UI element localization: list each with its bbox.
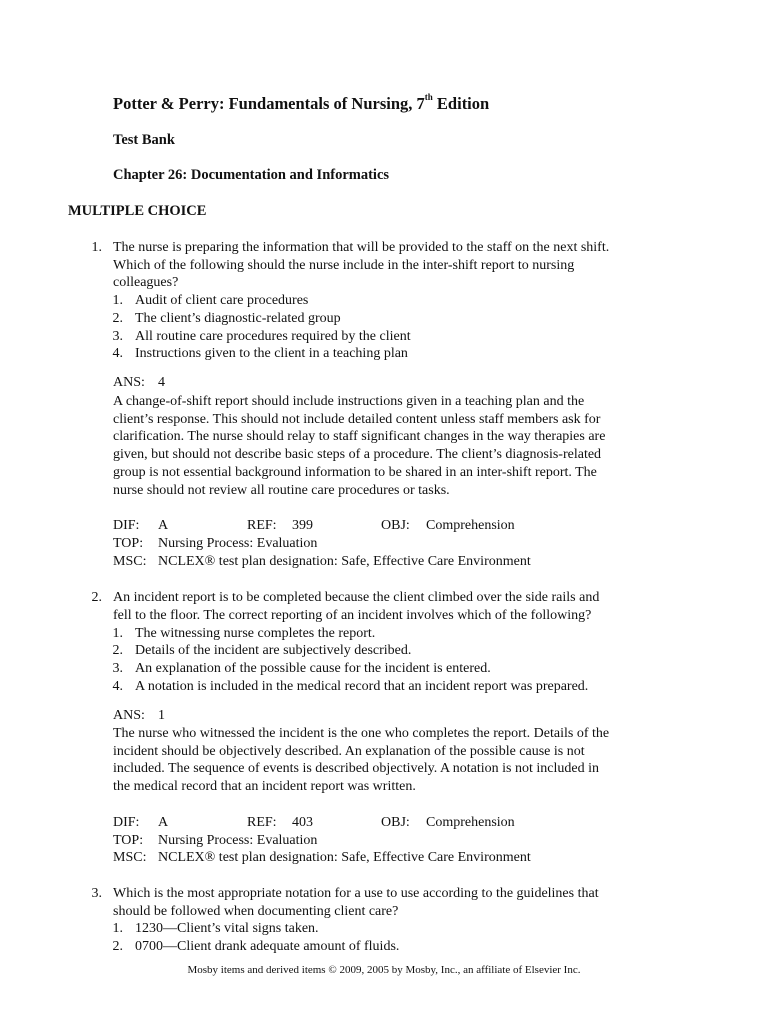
dif-value: A bbox=[158, 815, 169, 830]
obj-label: OBJ: bbox=[381, 518, 410, 533]
dif-value: A bbox=[158, 518, 169, 533]
option-text: Instructions given to the client in a teaching plan bbox=[135, 346, 408, 361]
rationale-line: incident should be objectively described. An explanation of the possible cause is not bbox=[113, 744, 585, 759]
obj-value: Comprehension bbox=[426, 518, 515, 533]
answer-label: ANS: bbox=[113, 375, 145, 390]
question-stem-line: Which is the most appropriate notation for a use to use according to the guidelines that bbox=[113, 886, 599, 901]
option-text: 0700—Client drank adequate amount of fluids. bbox=[135, 939, 400, 954]
option-text: 1230—Client’s vital signs taken. bbox=[135, 921, 319, 936]
option-text: Audit of client care procedures bbox=[135, 293, 309, 308]
chapter-title: Chapter 26: Documentation and Informatics bbox=[113, 167, 390, 183]
rationale-line: clarification. The nurse should relay to staff significant changes in the way therapies are bbox=[113, 429, 606, 444]
option-number: 2. bbox=[112, 311, 123, 326]
book-title-edition: Edition bbox=[432, 94, 490, 113]
dif-label: DIF: bbox=[113, 518, 140, 533]
answer-label: ANS: bbox=[113, 708, 145, 723]
msc-label: MSC: bbox=[113, 554, 147, 569]
option-number: 1. bbox=[112, 921, 123, 936]
top-label: TOP: bbox=[113, 833, 144, 848]
ref-label: REF: bbox=[247, 518, 277, 533]
option-text: The client’s diagnostic-related group bbox=[135, 311, 341, 326]
question-stem-line: should be followed when documenting client care? bbox=[113, 904, 399, 919]
answer-value: 4 bbox=[158, 375, 165, 390]
option-number: 3. bbox=[112, 329, 123, 344]
top-value: Nursing Process: Evaluation bbox=[158, 833, 318, 848]
top-value: Nursing Process: Evaluation bbox=[158, 536, 318, 551]
msc-label: MSC: bbox=[113, 850, 147, 865]
rationale-line: nurse should not review all routine care procedures or tasks. bbox=[113, 483, 450, 498]
section-heading: MULTIPLE CHOICE bbox=[68, 203, 207, 219]
obj-label: OBJ: bbox=[381, 815, 410, 830]
question-stem-line: Which of the following should the nurse include in the inter-shift report to nursing bbox=[113, 258, 575, 273]
rationale-line: the medical record that an incident report was written. bbox=[113, 779, 416, 794]
book-title-main: Potter & Perry: Fundamentals of Nursing, 7 bbox=[113, 94, 425, 113]
question-number: 1. bbox=[91, 240, 102, 255]
rationale-line: The nurse who witnessed the incident is the one who completes the report. Details of the bbox=[113, 726, 610, 741]
question-stem-line: An incident report is to be completed because the client climbed over the side rails and bbox=[113, 590, 600, 605]
option-number: 2. bbox=[112, 643, 123, 658]
rationale-line: A change-of-shift report should include instructions given in a teaching plan and the bbox=[113, 394, 585, 409]
answer-value: 1 bbox=[158, 708, 165, 723]
option-number: 1. bbox=[112, 293, 123, 308]
ref-value: 399 bbox=[292, 518, 313, 533]
option-number: 4. bbox=[112, 679, 123, 694]
copyright-footer: Mosby items and derived items © 2009, 2005 by Mosby, Inc., an affiliate of Elsevier Inc. bbox=[187, 964, 581, 976]
option-text: Details of the incident are subjectively described. bbox=[135, 643, 412, 658]
question-stem-line: fell to the floor. The correct reporting of an incident involves which of the following? bbox=[113, 608, 592, 623]
option-number: 4. bbox=[112, 346, 123, 361]
option-number: 3. bbox=[112, 661, 123, 676]
rationale-line: given, but should not describe basic steps of a procedure. The client’s diagnosis-related bbox=[113, 447, 602, 462]
question-stem-line: The nurse is preparing the information that will be provided to the staff on the next shift. bbox=[113, 240, 610, 255]
book-title bbox=[113, 94, 489, 114]
rationale-line: group is not essential background information to be shared in an inter-shift report. The bbox=[113, 465, 597, 480]
option-text: The witnessing nurse completes the report. bbox=[135, 626, 376, 641]
rationale-line: included. The sequence of events is described objectively. A notation is not included in bbox=[113, 761, 599, 776]
book-title-superscript: th bbox=[424, 92, 433, 102]
rationale-line: client’s response. This should not include detailed content unless staff members ask for bbox=[113, 412, 601, 427]
dif-label: DIF: bbox=[113, 815, 140, 830]
subtitle: Test Bank bbox=[113, 132, 175, 148]
option-text: An explanation of the possible cause for the incident is entered. bbox=[135, 661, 491, 676]
ref-label: REF: bbox=[247, 815, 277, 830]
option-number: 1. bbox=[112, 626, 123, 641]
option-number: 2. bbox=[112, 939, 123, 954]
question-stem-line: colleagues? bbox=[113, 275, 179, 290]
question-number: 2. bbox=[91, 590, 102, 605]
msc-value: NCLEX® test plan designation: Safe, Effective Care Environment bbox=[158, 850, 531, 865]
obj-value: Comprehension bbox=[426, 815, 515, 830]
ref-value: 403 bbox=[292, 815, 313, 830]
option-text: All routine care procedures required by the client bbox=[135, 329, 411, 344]
option-text: A notation is included in the medical record that an incident report was prepared. bbox=[135, 679, 589, 694]
top-label: TOP: bbox=[113, 536, 144, 551]
msc-value: NCLEX® test plan designation: Safe, Effective Care Environment bbox=[158, 554, 531, 569]
question-number: 3. bbox=[91, 886, 102, 901]
